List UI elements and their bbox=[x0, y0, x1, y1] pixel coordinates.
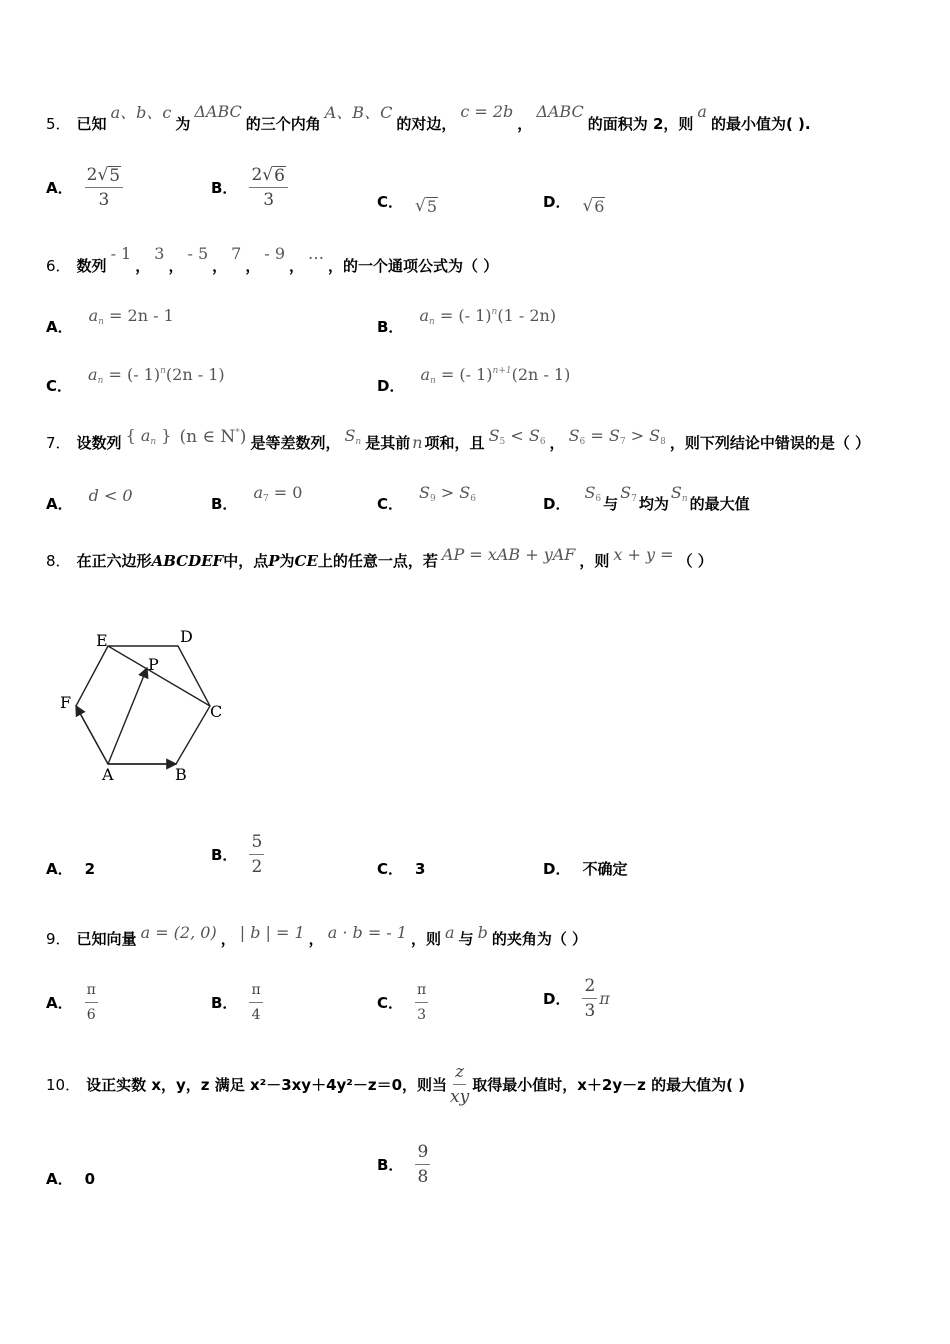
separator: ， bbox=[135, 257, 151, 275]
option-label: C． bbox=[377, 994, 404, 1012]
question-text: ，则 bbox=[410, 930, 441, 948]
option-value: 2 bbox=[84, 859, 96, 878]
vector-ap bbox=[108, 668, 147, 764]
question-text: 设正实数 x，y，z 满足 x²－3xy＋4y²－z＝0，则当 bbox=[86, 1076, 448, 1094]
option-label: B． bbox=[211, 846, 238, 864]
option-label: B． bbox=[377, 318, 404, 336]
option-a bbox=[46, 165, 123, 210]
vertex-label: F bbox=[60, 693, 72, 712]
question-number: 6． bbox=[46, 257, 71, 275]
question-number: 8． bbox=[46, 552, 71, 570]
point-name: P bbox=[268, 551, 280, 570]
vector-af bbox=[76, 706, 108, 764]
math-variable: n bbox=[412, 433, 423, 452]
option-label: A． bbox=[46, 860, 73, 878]
question-text: 中，点 bbox=[223, 552, 269, 570]
math-expression: a · b = - 1 bbox=[327, 923, 407, 942]
math-variable: b bbox=[477, 923, 488, 942]
separator: ， bbox=[308, 930, 324, 948]
sequence-term: 3 bbox=[154, 244, 165, 263]
fraction: 2 √ 6 3 bbox=[249, 165, 288, 210]
option-label: B． bbox=[377, 1156, 404, 1174]
option-c bbox=[46, 365, 229, 396]
option-c bbox=[377, 858, 425, 879]
question-text: 是其前 bbox=[365, 434, 411, 452]
sequence-term: - 5 bbox=[187, 244, 209, 263]
vertex-label: A bbox=[102, 765, 114, 784]
math-expression: a、b、c bbox=[110, 103, 172, 122]
question-text: ， bbox=[517, 115, 533, 133]
math-expression: x + y = bbox=[613, 545, 674, 564]
option-a bbox=[46, 306, 178, 337]
option-d bbox=[543, 186, 605, 216]
pi-symbol: π bbox=[599, 989, 610, 1008]
option-label: D． bbox=[543, 495, 571, 513]
separator: ， bbox=[289, 257, 305, 275]
option-label: D． bbox=[543, 192, 571, 211]
math-expression: ΔABC bbox=[536, 102, 584, 121]
math-expression: $a_n$ = (- 1)$^n$(2n - 1) bbox=[88, 365, 225, 386]
option-a bbox=[46, 1168, 95, 1189]
fraction: $\frac{\pi}{3}$ bbox=[417, 982, 427, 1023]
question-text: ，的一个通项公式为（ ） bbox=[328, 257, 499, 275]
separator: ， bbox=[168, 257, 184, 275]
sequence-term: 7 bbox=[231, 244, 242, 263]
option-a bbox=[46, 486, 137, 514]
vector-equation: AP = xAB + yAF bbox=[441, 545, 576, 564]
question-text: 已知向量 bbox=[76, 930, 137, 948]
option-d bbox=[543, 483, 750, 514]
option-d bbox=[377, 365, 574, 396]
math-expression: $S_n$ bbox=[344, 426, 362, 447]
question-9 bbox=[46, 923, 588, 949]
vertex-label: B bbox=[175, 765, 187, 784]
option-b bbox=[211, 165, 288, 210]
question-text: 的夹角为（ ） bbox=[491, 930, 588, 948]
question-text: 为 bbox=[175, 115, 191, 133]
option-label: C． bbox=[377, 495, 404, 513]
option-label: A． bbox=[46, 318, 73, 336]
separator: ， bbox=[220, 930, 236, 948]
hexagon-figure bbox=[50, 622, 240, 792]
sequence-term: - 9 bbox=[264, 244, 286, 263]
math-expression: $S_7$ bbox=[620, 483, 637, 504]
vertex-label: E bbox=[96, 631, 108, 650]
hexagon-name: ABCDEF bbox=[151, 551, 224, 570]
option-b bbox=[211, 483, 306, 514]
option-label: D． bbox=[543, 990, 571, 1008]
question-text: 项和，且 bbox=[424, 434, 485, 452]
option-label: B． bbox=[211, 994, 238, 1012]
math-expression: $S_6 = S_7 > S_8$ bbox=[568, 426, 666, 447]
question-5 bbox=[46, 102, 811, 135]
question-text: 的面积为 2，则 bbox=[587, 115, 694, 133]
math-expression: $a_7 = 0$ bbox=[253, 483, 303, 504]
question-text: 的最小值为( ). bbox=[710, 115, 811, 133]
math-expression: a = (2, 0) bbox=[140, 923, 217, 942]
fraction: $\frac{\pi}{6}$ bbox=[86, 982, 96, 1023]
option-b bbox=[377, 1142, 430, 1187]
option-label: C． bbox=[377, 192, 404, 211]
option-label: D． bbox=[377, 377, 405, 395]
option-b bbox=[377, 306, 560, 337]
question-7 bbox=[46, 426, 871, 453]
question-number: 10． bbox=[46, 1076, 81, 1094]
vertex-label: C bbox=[210, 702, 223, 721]
question-text: ， bbox=[549, 434, 565, 452]
question-text: （ ） bbox=[677, 552, 713, 570]
question-number: 5． bbox=[46, 115, 71, 133]
question-6 bbox=[46, 244, 499, 276]
math-expression: { $a_n$ } bbox=[125, 426, 172, 447]
question-8 bbox=[46, 545, 713, 571]
math-expression: $S_6$ bbox=[584, 483, 602, 504]
question-text: 的对边， bbox=[396, 115, 457, 133]
fraction: $\frac{2}{3}$ bbox=[584, 976, 596, 1021]
separator: ， bbox=[212, 257, 228, 275]
math-expression: $a_n$ = (- 1)$^n$(1 - 2n) bbox=[419, 306, 557, 327]
question-text: ，则下列结论中错误的是（ ） bbox=[669, 434, 871, 452]
option-value: 0 bbox=[84, 1169, 96, 1188]
option-value: 3 bbox=[415, 859, 426, 878]
question-text: ，则 bbox=[579, 552, 610, 570]
question-number: 9． bbox=[46, 930, 71, 948]
question-text: 数列 bbox=[76, 257, 107, 275]
question-text: 已知 bbox=[76, 115, 107, 133]
hexagon-outline bbox=[76, 646, 210, 764]
option-c bbox=[377, 980, 428, 1025]
math-expression: | b | = 1 bbox=[239, 923, 305, 942]
question-text: 取得最小值时，x＋2y－z 的最大值为( ) bbox=[472, 1076, 746, 1094]
question-text: 是等差数列， bbox=[250, 434, 341, 452]
option-label: C． bbox=[46, 377, 73, 395]
math-expression: $a_n = 2n - 1$ bbox=[88, 306, 174, 327]
math-expression: $S_n$ bbox=[670, 483, 688, 504]
math-variable: a bbox=[445, 923, 455, 942]
question-text: 设数列 bbox=[76, 434, 122, 452]
option-label: A． bbox=[46, 495, 73, 513]
math-expression: A、B、C bbox=[324, 103, 393, 122]
math-expression: ΔABC bbox=[194, 102, 242, 121]
fraction: $\frac{9}{8}$ bbox=[417, 1142, 429, 1187]
question-text: 在正六边形 bbox=[76, 552, 152, 570]
math-expression: $S_9 > S_6$ bbox=[419, 483, 476, 504]
option-text: 均为 bbox=[638, 495, 669, 513]
math-expression: c = 2b bbox=[460, 102, 514, 121]
option-text: 的最大值 bbox=[689, 495, 750, 513]
question-text: 为 bbox=[279, 552, 295, 570]
option-label: D． bbox=[543, 860, 571, 878]
question-number: 7． bbox=[46, 434, 71, 452]
math-expression: a bbox=[697, 102, 707, 121]
vertex-label: D bbox=[180, 627, 193, 646]
sqrt-expression: √ 6 bbox=[582, 196, 605, 216]
option-label: C． bbox=[377, 860, 404, 878]
question-10 bbox=[46, 1062, 745, 1107]
math-expression: d < 0 bbox=[88, 486, 133, 505]
vertex-label: P bbox=[148, 655, 159, 674]
fraction: $\frac{5}{2}$ bbox=[251, 832, 263, 877]
option-label: A． bbox=[46, 994, 73, 1012]
segment-name: CE bbox=[294, 551, 318, 570]
option-label: B． bbox=[211, 495, 238, 513]
sequence-term: … bbox=[308, 244, 325, 263]
option-a bbox=[46, 858, 95, 879]
option-label: B． bbox=[211, 179, 238, 197]
sequence-term: - 1 bbox=[110, 244, 132, 263]
question-text: 上的任意一点，若 bbox=[317, 552, 438, 570]
sqrt-expression: √ 5 bbox=[415, 196, 438, 216]
option-d bbox=[543, 858, 627, 879]
fraction: $\frac{z}{xy}$ bbox=[450, 1062, 470, 1107]
option-value: 不确定 bbox=[582, 860, 628, 878]
separator: ， bbox=[245, 257, 261, 275]
math-expression: $S_5 < S_6$ bbox=[488, 426, 546, 447]
math-expression: (n ∈ N*) bbox=[179, 426, 247, 447]
fraction: $\frac{\pi}{4}$ bbox=[251, 982, 261, 1023]
option-b bbox=[211, 980, 263, 1025]
option-d bbox=[543, 976, 610, 1021]
option-label: A． bbox=[46, 1170, 73, 1188]
question-text: 的三个内角 bbox=[245, 115, 321, 133]
option-label: A． bbox=[46, 179, 73, 197]
option-c bbox=[377, 186, 438, 216]
option-c bbox=[377, 483, 480, 514]
question-text: 与 bbox=[458, 930, 474, 948]
option-a bbox=[46, 980, 98, 1025]
fraction: 2 √ 5 3 bbox=[85, 165, 124, 210]
option-text: 与 bbox=[603, 495, 619, 513]
option-b bbox=[211, 832, 264, 877]
math-expression: $a_n$ = (- 1)$^{n+1}$(2n - 1) bbox=[420, 365, 571, 386]
